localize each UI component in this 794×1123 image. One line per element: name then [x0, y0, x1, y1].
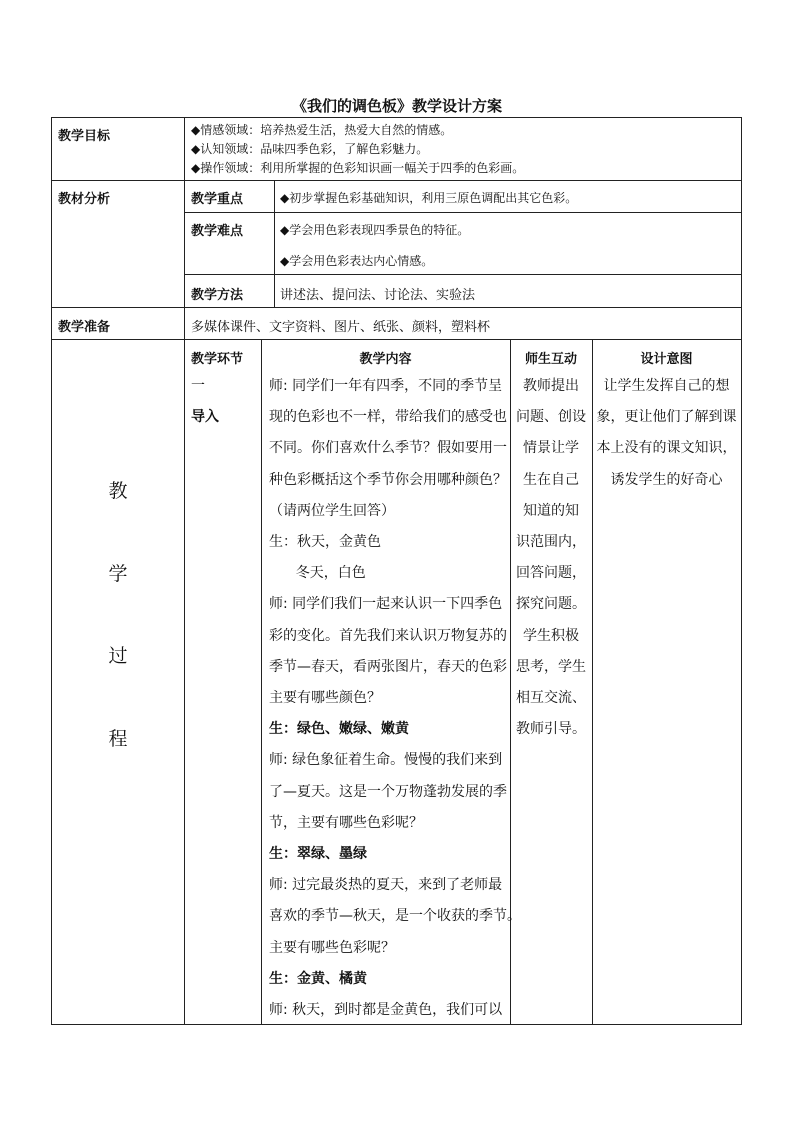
- content-line: 节，主要有哪些色彩呢？: [269, 814, 423, 831]
- interaction-line: 回答问题，: [516, 565, 586, 582]
- objectives-list: [191, 121, 524, 178]
- interaction-line: 学生积极: [523, 627, 579, 644]
- interaction-line: 教师提出: [523, 378, 579, 394]
- intent-line: 让学生发挥自己的想: [603, 378, 730, 394]
- objective-item: ◆操作领域：利用所掌握的色彩知识画一幅关于四季的色彩画。: [191, 161, 525, 175]
- content-line: 季节—春天，看两张图片，春天的色彩: [269, 658, 507, 675]
- content-line: 师: 过完最炎热的夏天，来到了老师最: [269, 877, 503, 894]
- interaction-line: 相互交流、: [516, 690, 586, 707]
- interaction-line: 问题、创设: [516, 409, 586, 426]
- content-line: 生：秋天，金黄色: [269, 534, 381, 551]
- content-line: 生：金黄、橘黄: [269, 970, 367, 987]
- content-line: 师: 同学们一年有四季，不同的季节呈: [269, 378, 503, 394]
- interaction-line: 探究问题。: [516, 596, 586, 613]
- content-line: 师: 绿色象征着生命。慢慢的我们来到: [269, 752, 503, 769]
- content-line: 师: 秋天，到时都是金黄色，我们可以: [269, 1002, 503, 1019]
- prep-text: 多媒体课件、文字资料、图片、纸张、颜料，塑料杯: [191, 320, 491, 335]
- intent-line: 本上没有的课文知识，: [596, 440, 737, 457]
- interaction-line: 情景让学: [523, 440, 579, 457]
- interaction-line: 思考，学生: [516, 658, 586, 675]
- content-line: 师: 同学们我们一起来认识一下四季色: [269, 596, 503, 613]
- stage-number: 一: [191, 378, 205, 394]
- interaction-line: 生在自己: [523, 471, 579, 488]
- header-content: 教学内容: [359, 352, 412, 367]
- method-text: 讲述法、提问法、讨论法、实验法: [280, 288, 476, 303]
- difficulty-item: ◆学会用色彩表现四季景色的特征。: [280, 223, 470, 237]
- objectives-label: 教学目标: [58, 129, 111, 144]
- intent-line: 诱发学生的好奇心: [610, 471, 723, 488]
- key-point-label: 教学重点: [191, 192, 244, 207]
- content-line: 生：翠绿、墨绿: [269, 846, 367, 863]
- process-side-char: 过: [108, 645, 128, 667]
- header-intent: 设计意图: [640, 352, 693, 367]
- content-line: 种色彩概括这个季节你会用哪种颜色？: [269, 471, 507, 488]
- process-side-char: 学: [108, 563, 128, 585]
- intent-cell: [592, 371, 741, 496]
- content-line: （请两位学生回答）: [269, 502, 395, 519]
- header-interaction: 师生互动: [524, 352, 577, 367]
- content-line: 冬天，白色: [269, 565, 366, 582]
- content-line: 喜欢的季节—秋天，是一个收获的季节。: [269, 908, 521, 925]
- content-cell: [269, 371, 521, 1026]
- method-label: 教学方法: [191, 288, 244, 303]
- interaction-line: 教师引导。: [516, 721, 586, 738]
- interaction-line: 识范围内，: [516, 534, 586, 551]
- content-line: 生：绿色、嫩绿、嫩黄: [269, 721, 409, 738]
- content-line: 不同。你们喜欢什么季节？假如要用一: [269, 440, 507, 457]
- key-point-text: ◆初步掌握色彩基础知识，利用三原色调配出其它色彩。: [280, 191, 578, 205]
- difficulty-label: 教学难点: [191, 224, 244, 239]
- page-title: 《我们的调色板》教学设计方案: [291, 97, 502, 115]
- objective-item: ◆情感领域：培养热爱生活，热爱大自然的情感。: [191, 123, 453, 137]
- lesson-plan-table: [51, 117, 742, 1025]
- content-line: 现的色彩也不一样，带给我们的感受也: [269, 409, 507, 426]
- content-line: 主要有哪些色彩呢？: [269, 939, 395, 956]
- process-side-char: 程: [108, 728, 128, 750]
- stage-cell: [191, 371, 219, 433]
- content-line: 了—夏天。这是一个万物蓬勃发展的季: [269, 783, 507, 800]
- interaction-cell: [510, 371, 592, 745]
- content-line: 主要有哪些颜色？: [269, 690, 381, 707]
- analysis-label: 教材分析: [58, 192, 111, 207]
- objective-item: ◆认知领域：品味四季色彩，了解色彩魅力。: [191, 142, 429, 156]
- intent-line: 象，更让他们了解到课: [596, 409, 737, 426]
- content-line: 彩的变化。首先我们来认识万物复苏的: [269, 627, 507, 644]
- stage-name: 导入: [191, 409, 219, 426]
- process-side-char: 教: [108, 480, 128, 502]
- header-stage: 教学环节: [191, 352, 244, 367]
- interaction-line: 知道的知: [523, 502, 579, 519]
- difficulty-item: ◆学会用色彩表达内心情感。: [280, 254, 434, 268]
- prep-label: 教学准备: [58, 320, 111, 335]
